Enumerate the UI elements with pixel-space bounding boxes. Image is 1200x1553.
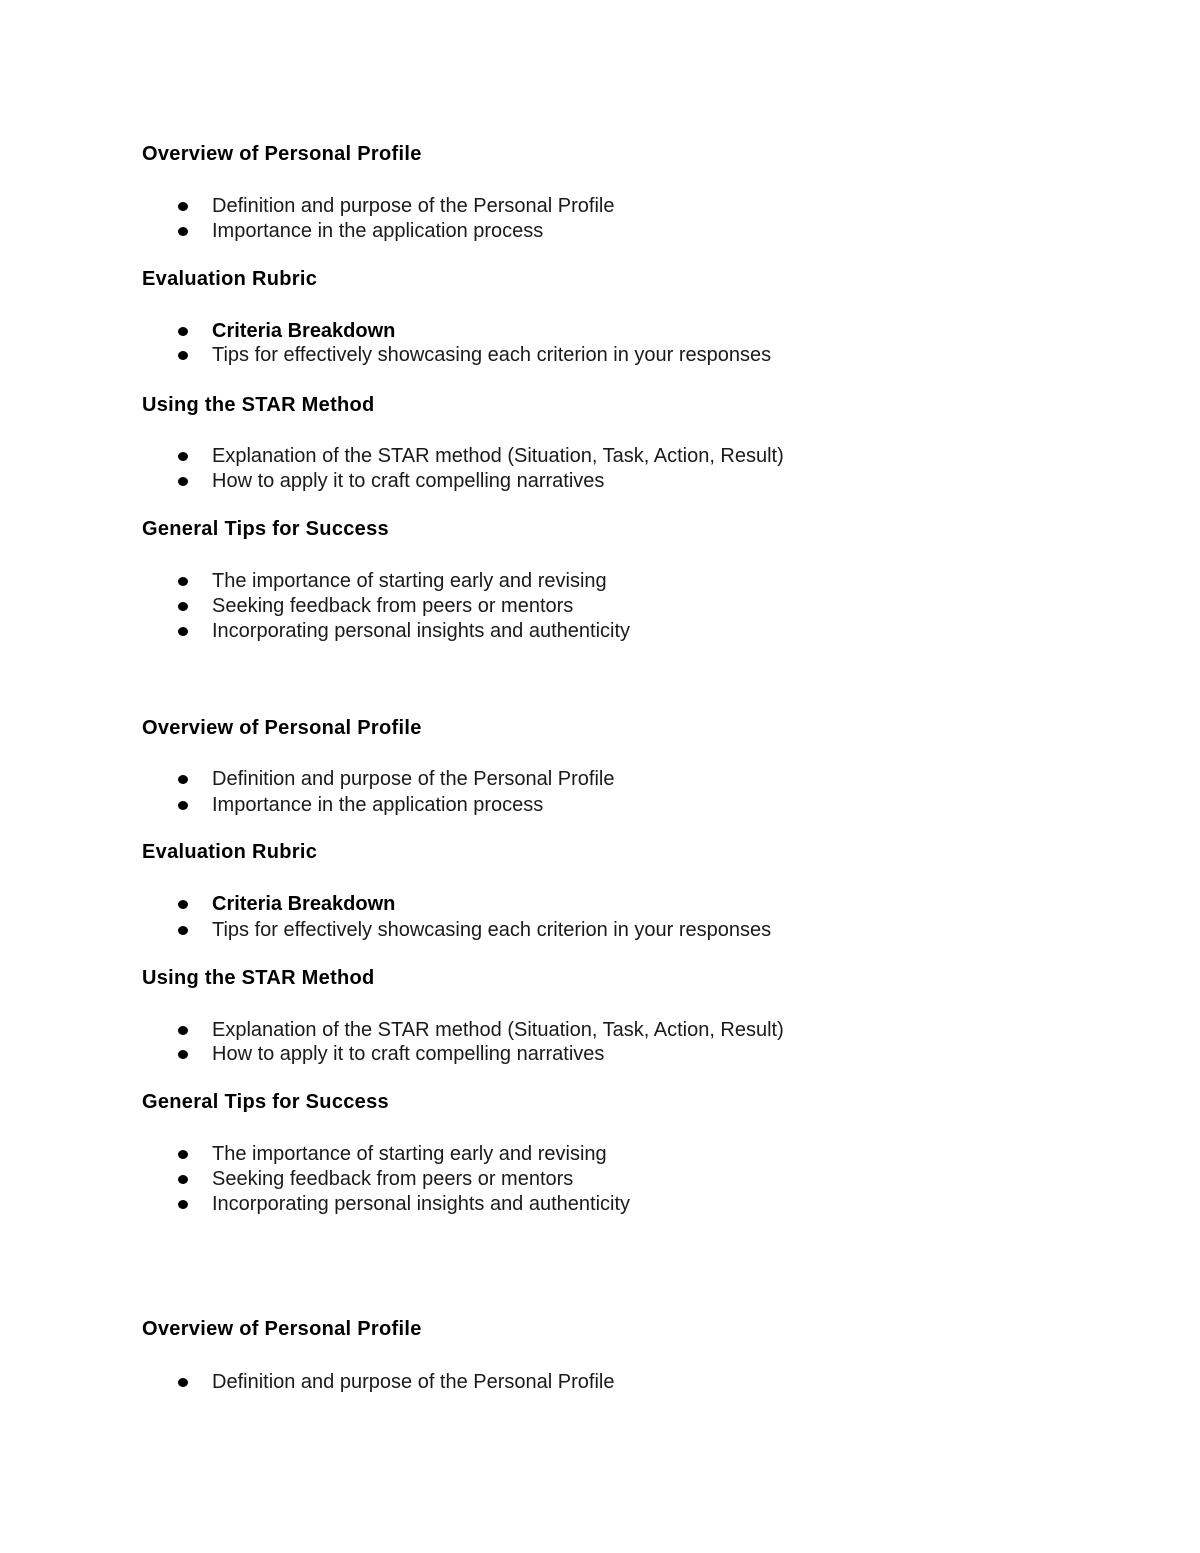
section-heading: Overview of Personal Profile: [142, 717, 422, 739]
section-heading: Using the STAR Method: [142, 967, 375, 989]
bullet-icon: [178, 1050, 188, 1059]
section-heading: General Tips for Success: [142, 518, 389, 540]
list-item-text: Explanation of the STAR method (Situation, Task, Action, Result): [212, 1019, 784, 1041]
list-item-text: Importance in the application process: [212, 794, 544, 816]
bullet-icon: [178, 926, 188, 935]
list-item-text: Tips for effectively showcasing each criterion in your responses: [212, 344, 772, 366]
bullet-icon: [178, 1150, 188, 1159]
section-heading: Using the STAR Method: [142, 394, 375, 416]
bullet-icon: [178, 1200, 188, 1209]
bullet-icon: [178, 1175, 188, 1184]
section-heading: Evaluation Rubric: [142, 268, 318, 290]
bullet-icon: [178, 775, 188, 784]
list-item-text: How to apply it to craft compelling narratives: [212, 1043, 605, 1065]
list-item-text: Seeking feedback from peers or mentors: [212, 1168, 574, 1190]
list-item-text: Incorporating personal insights and authenticity: [212, 1193, 631, 1215]
bullet-icon: [178, 351, 188, 360]
bullet-icon: [178, 627, 188, 636]
list-item-text: Explanation of the STAR method (Situation, Task, Action, Result): [212, 445, 784, 467]
list-item-text: Criteria Breakdown: [212, 893, 396, 915]
bullet-icon: [178, 327, 188, 336]
list-item-text: Tips for effectively showcasing each criterion in your responses: [212, 919, 772, 941]
bullet-icon: [178, 477, 188, 486]
bullet-icon: [178, 202, 188, 211]
bullet-icon: [178, 1378, 188, 1387]
bullet-icon: [178, 801, 188, 810]
list-item-text: Definition and purpose of the Personal Profile: [212, 768, 615, 790]
bullet-icon: [178, 602, 188, 611]
list-item-text: The importance of starting early and revising: [212, 1143, 607, 1165]
bullet-icon: [178, 1026, 188, 1035]
bullet-icon: [178, 227, 188, 236]
list-item-text: Incorporating personal insights and authenticity: [212, 620, 631, 642]
section-heading: Overview of Personal Profile: [142, 1318, 422, 1340]
bullet-icon: [178, 900, 188, 909]
list-item-text: The importance of starting early and revising: [212, 570, 607, 592]
list-item-text: Definition and purpose of the Personal Profile: [212, 195, 615, 217]
list-item-text: Seeking feedback from peers or mentors: [212, 595, 574, 617]
section-heading: Overview of Personal Profile: [142, 143, 422, 165]
bullet-icon: [178, 577, 188, 586]
section-heading: General Tips for Success: [142, 1091, 389, 1113]
bullet-icon: [178, 452, 188, 461]
list-item-text: Criteria Breakdown: [212, 320, 396, 342]
list-item-text: How to apply it to craft compelling narratives: [212, 470, 605, 492]
list-item-text: Definition and purpose of the Personal Profile: [212, 1371, 615, 1393]
section-heading: Evaluation Rubric: [142, 841, 318, 863]
list-item-text: Importance in the application process: [212, 220, 544, 242]
